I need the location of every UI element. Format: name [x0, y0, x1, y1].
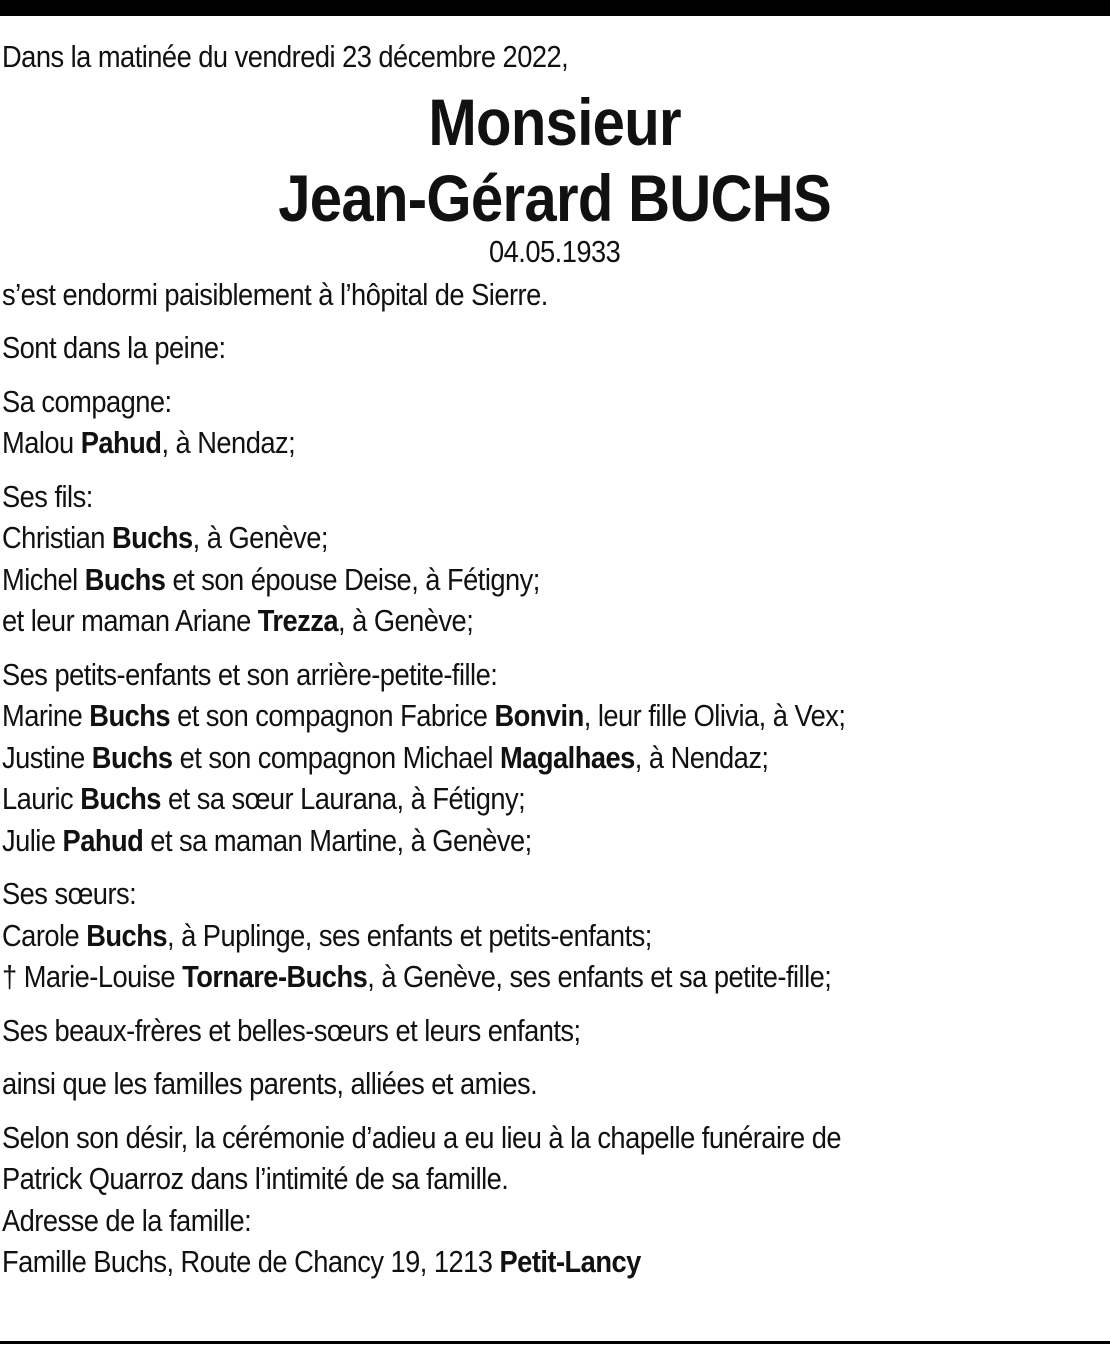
ceremony-line-1: Selon son désir, la cérémonie d’adieu a eu lieu à la chapelle funéraire de [2, 1119, 842, 1155]
birth-date: 04.05.1933 [489, 233, 621, 269]
list-item: Lauric Buchs et sa sœur Laurana, à Fétigny; [2, 781, 526, 816]
list-item: Michel Buchs et son épouse Deise, à Fétigny; [2, 561, 540, 597]
list-item: Carole Buchs, à Puplinge, ses enfants et petits-enfants; [2, 917, 652, 953]
list-item: Julie Pahud et sa maman Martine, à Genève; [2, 822, 532, 858]
grandchildren-heading: Ses petits-enfants et son arrière-petite-fille: [2, 656, 498, 692]
list-item: et leur maman Ariane Trezza, à Genève; [2, 603, 474, 638]
bottom-rule [0, 1341, 1110, 1344]
intro-line: Dans la matinée du vendredi 23 décembre 2022, [2, 39, 569, 74]
grandchildren-section [2, 654, 1107, 862]
ceremony-line-2: Patrick Quarroz dans l’intimité de sa famille. [2, 1161, 509, 1196]
list-item: Christian Buchs, à Genève; [2, 520, 328, 555]
sons-section [2, 476, 1107, 642]
families-line: ainsi que les familles parents, alliées et amies. [2, 1066, 538, 1101]
mourners-heading: Sont dans la peine: [2, 330, 226, 365]
honorific-title: Monsieur [428, 84, 681, 159]
address-heading: Adresse de la famille: [2, 1202, 252, 1238]
sisters-heading: Ses sœurs: [2, 876, 137, 911]
list-item: Marine Buchs et son compagnon Fabrice Bonvin, leur fille Olivia, à Vex; [2, 698, 846, 733]
partner-line: Malou Pahud, à Nendaz; [2, 425, 296, 460]
sisters-section [2, 873, 1107, 998]
in-laws-line: Ses beaux-frères et belles-sœurs et leurs enfants; [2, 1012, 581, 1048]
sons-heading: Ses fils: [2, 478, 93, 514]
ceremony-section [2, 1117, 1107, 1283]
death-line: s’est endormi paisiblement à l’hôpital de Sierre. [2, 276, 548, 312]
partner-heading: Sa compagne: [2, 383, 172, 419]
list-item: Justine Buchs et son compagnon Michael Magalhaes, à Nendaz; [2, 739, 769, 775]
top-rule [0, 0, 1110, 16]
partner-section [2, 381, 1107, 464]
obituary-notice [2, 36, 1107, 1283]
deceased-name-block [2, 84, 1107, 270]
deceased-name: Jean-Gérard BUCHS [278, 160, 832, 235]
list-item: † Marie-Louise Tornare-Buchs, à Genève, ses enfants et sa petite-fille; [2, 959, 832, 994]
family-address: Famille Buchs, Route de Chancy 19, 1213 Petit-Lancy [2, 1244, 641, 1279]
